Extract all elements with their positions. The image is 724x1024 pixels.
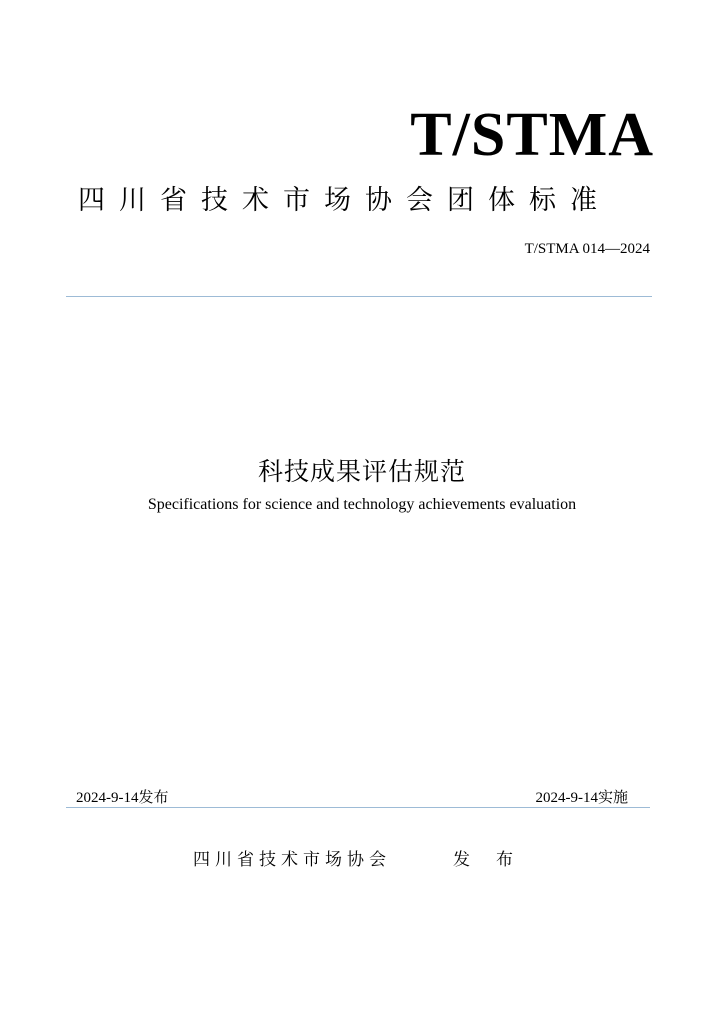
issuer-name: 四川省技术市场协会 — [193, 850, 391, 870]
document-english-title: Specifications for science and technology achievements evaluation — [147, 496, 577, 513]
top-divider — [66, 296, 652, 297]
document-title: 科技成果评估规范 — [257, 457, 466, 486]
publish-date: 2024-9-14发布 — [76, 790, 169, 806]
org-standard-title: 四川省技术市场协会团体标准 — [78, 185, 611, 216]
bottom-divider — [66, 807, 650, 808]
standard-number: T/STMA 014—2024 — [524, 241, 650, 257]
implement-date: 2024-9-14实施 — [535, 790, 628, 806]
standard-logo: T/STMA — [410, 101, 654, 169]
issuer-action: 发布 — [453, 850, 539, 870]
